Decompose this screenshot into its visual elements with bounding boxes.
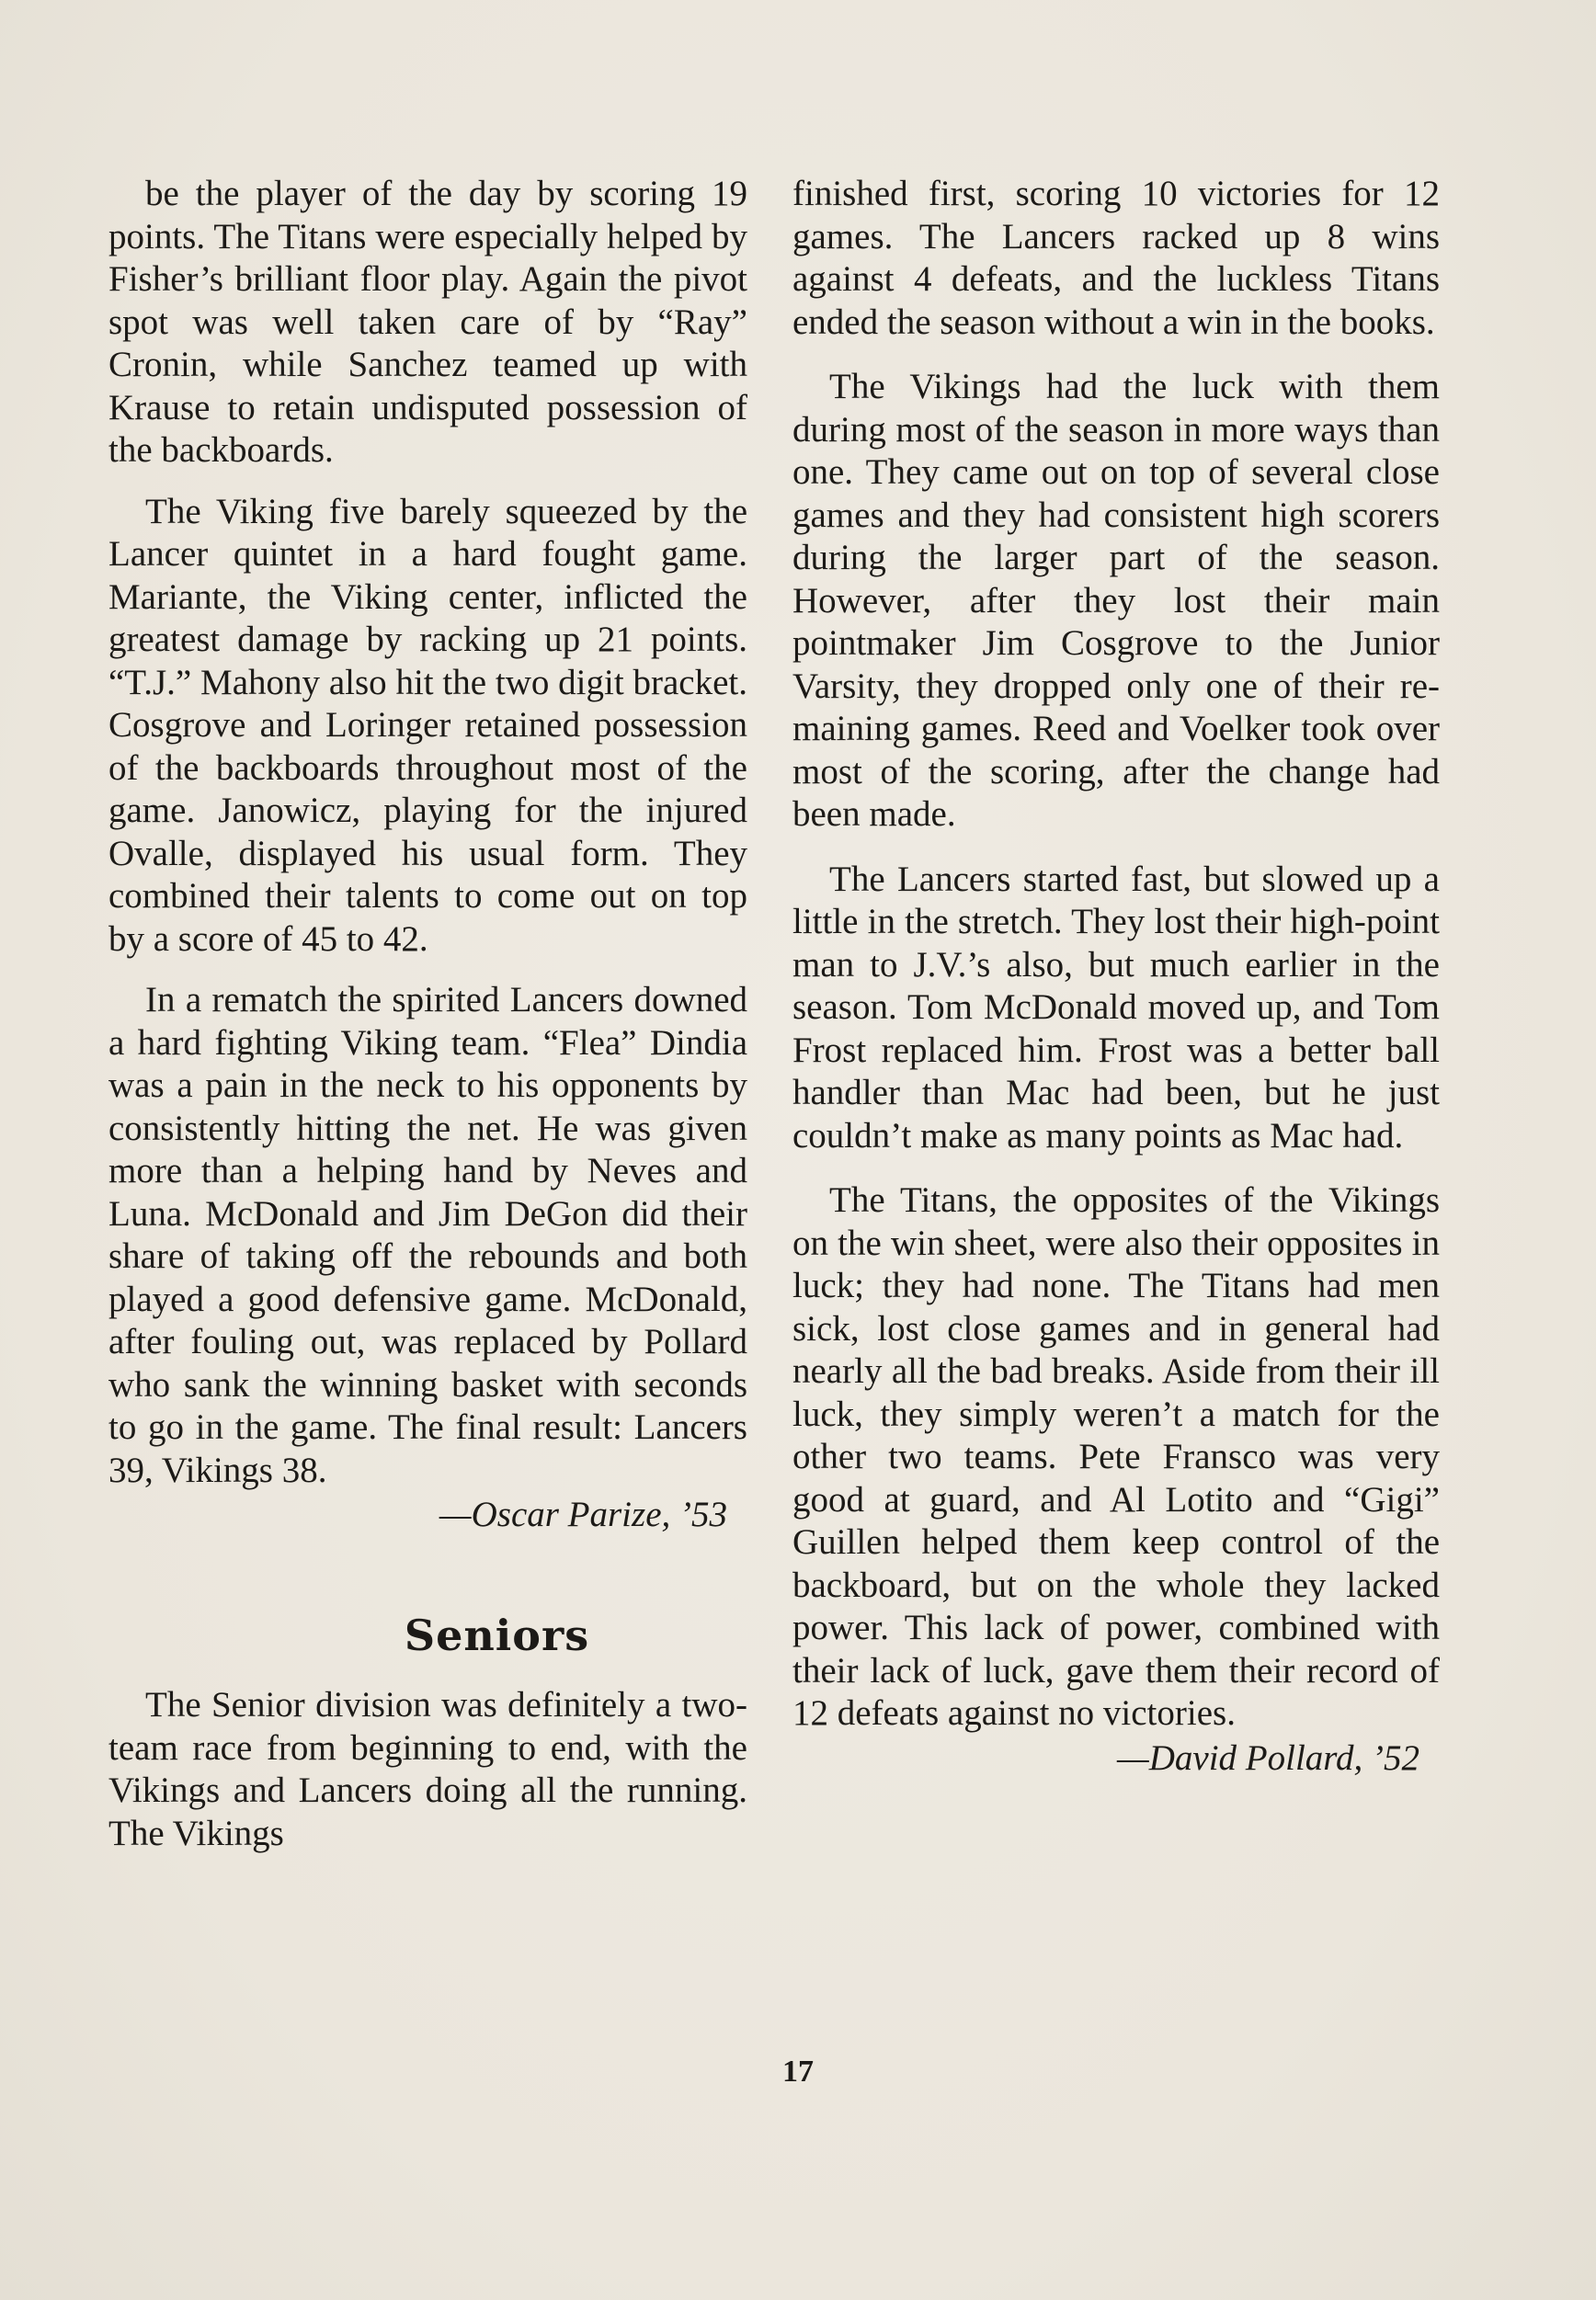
section-heading-seniors: Seniors bbox=[404, 1610, 590, 1660]
right-paragraph-4: The Titans, the opposites of the Vikings on the win sheet, were also their opposites in luck; they had none. The Titans had men sick, lost close games and in general had nearly all the bad breaks. Aside from their ill luck, they simply weren’t a match for the other two teams. Pete Fransco was very good at guard, and Al Lotito and “Gigi” Guillen helped them keep control of the backboard, but on the whole they lacked power. This lack of power, combined with their lack of luck, gave them their record of 12 defeats against no victories. bbox=[792, 1180, 1440, 1733]
left-paragraph-3: In a rematch the spirited Lancers downed a hard fighting Viking team. “Flea” Dindia was a pain in the neck to his opponents by consistently hitting the net. He was given more than a helping hand by Neves and Luna. McDonald and Jim DeGon did their share of taking off the rebounds and both played a good defensive game. McDonald, after fouling out, was replaced by Pollard who sank the winning basket with seconds to go in the game. The final result: Lancers 39, Vikings 38. bbox=[108, 980, 747, 1490]
right-paragraph-2: The Vikings had the luck with them during most of the season in more ways than one. They came out on top of several close games and they had consistent high scorers during the larger part of the season. However, after they lost their main pointmaker Jim Cosgrove to the Junior Varsity, they dropped only one of their remaining games. Reed and Voelker took over most of the scoring, after the change had been made. bbox=[792, 367, 1440, 834]
left-column bbox=[108, 173, 747, 1855]
left-paragraph-1: be the player of the day by scoring 19 points. The Titans were especially helped by Fisher’s brilliant floor play. Again the pivot spot was well taken care of by “Ray” Cronin, while Sanchez teamed up with Krause to retain undisputed possession of the backboards. bbox=[108, 174, 747, 470]
right-paragraph-3: The Lancers started fast, but slowed up a little in the stretch. They lost their high-point man to J.V.’s also, but much earlier in the season. Tom McDonald moved up, and Tom Frost replaced him. Frost was a better ball handler than Mac had been, but he just couldn’t make as many points as Mac had. bbox=[792, 859, 1440, 1156]
left-signature: —Oscar Parize, ’53 bbox=[439, 1495, 727, 1534]
seniors-paragraph: The Senior division was definitely a two-team race from beginning to end, with the Vikings and Lancers doing all the running. The Vikings bbox=[108, 1685, 747, 1853]
left-paragraph-2: The Viking five barely squeezed by the Lancer quintet in a hard fought game. Mariante, the Viking center, inflicted the greatest damage by racking up 21 points. “T.J.” Mahony also hit the two digit bracket. Cosgrove and Loringer retained possession of the backboards throughout most of the game. Janowicz, playing for the injured Ovalle, displayed his usual form. They combined their talents to come out on top by a score of 45 to 42. bbox=[108, 491, 747, 959]
page-number: 17 bbox=[782, 2055, 814, 2089]
right-signature: —David Pollard, ’52 bbox=[1117, 1737, 1419, 1778]
right-column bbox=[792, 173, 1440, 1780]
right-paragraph-1: finished first, scoring 10 victories for 12 games. The Lancers racked up 8 wins against 4 defeats, and the luckless Titans ended the season without a win in the books. bbox=[792, 174, 1440, 342]
